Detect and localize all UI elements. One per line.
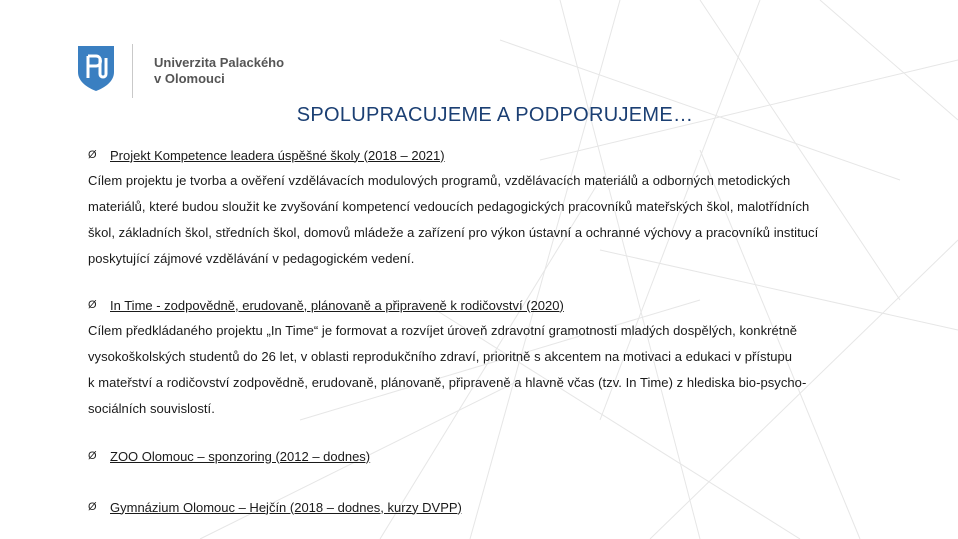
description-line: k mateřství a rodičovství zodpovědně, erudovaně, plánovaně, připraveně a hlavně včas (tzv. In Time) z hlediska bio-psycho- xyxy=(88,375,807,390)
description-line: Cílem projektu je tvorba a ověření vzdělávacích modulových programů, vzdělávacích materiálů a odborných metodických xyxy=(88,173,791,188)
arrow-bullet-icon: Ø xyxy=(88,450,97,462)
link-zoo-olomouc[interactable]: ZOO Olomouc – sponzoring (2012 – dodnes) xyxy=(110,448,371,464)
description-line: Cílem předkládaného projektu „In Time“ je formovat a rozvíjet úroveň zdravotní gramotnosti mladých dospělých, konkrétně xyxy=(88,323,798,338)
university-name-line2: v Olomouci xyxy=(154,71,225,86)
item-kompetence-leadera xyxy=(88,146,888,272)
item-gymnazium-hejcin xyxy=(88,498,888,516)
description-line: škol, základních škol, středních škol, domovů mládeže a zařízení pro výkon ústavní a ochranné výchovy a pracovníků institucí xyxy=(88,225,819,240)
arrow-bullet-icon: Ø xyxy=(88,501,97,513)
link-gymnazium-hejcin[interactable]: Gymnázium Olomouc – Hejčín (2018 – dodnes, kurzy DVPP) xyxy=(110,499,462,515)
university-logo xyxy=(76,44,116,97)
description-line: poskytující zájmové vzdělávání v pedagogickém vedení. xyxy=(88,251,415,266)
description-in-time xyxy=(88,318,888,422)
item-zoo-olomouc xyxy=(88,447,888,465)
link-in-time[interactable]: In Time - zodpovědně, erudovaně, plánovaně a připraveně k rodičovství (2020) xyxy=(110,297,564,313)
university-name-line1: Univerzita Palackého xyxy=(154,55,285,70)
description-line: materiálů, které budou sloužit ke zvyšování kompetencí vedoucích pedagogických pracovníků mateřských škol, malotřídních xyxy=(88,199,810,214)
arrow-bullet-icon: Ø xyxy=(88,149,97,161)
university-name xyxy=(154,55,284,87)
item-in-time xyxy=(88,296,888,422)
page-title: SPOLUPRACUJEME A PODPORUJEME… xyxy=(296,104,694,126)
description-kompetence-leadera xyxy=(88,168,888,272)
arrow-bullet-icon: Ø xyxy=(88,299,97,311)
description-line: sociálních souvislostí. xyxy=(88,401,215,416)
link-kompetence-leadera[interactable]: Projekt Kompetence leadera úspěšné školy (2018 – 2021) xyxy=(110,147,445,163)
description-line: vysokoškolských studentů do 26 let, v oblasti reprodukčního zdraví, prioritně s akcentem na motivaci a edukaci v přístupu xyxy=(88,349,793,364)
logo-divider xyxy=(132,44,133,98)
